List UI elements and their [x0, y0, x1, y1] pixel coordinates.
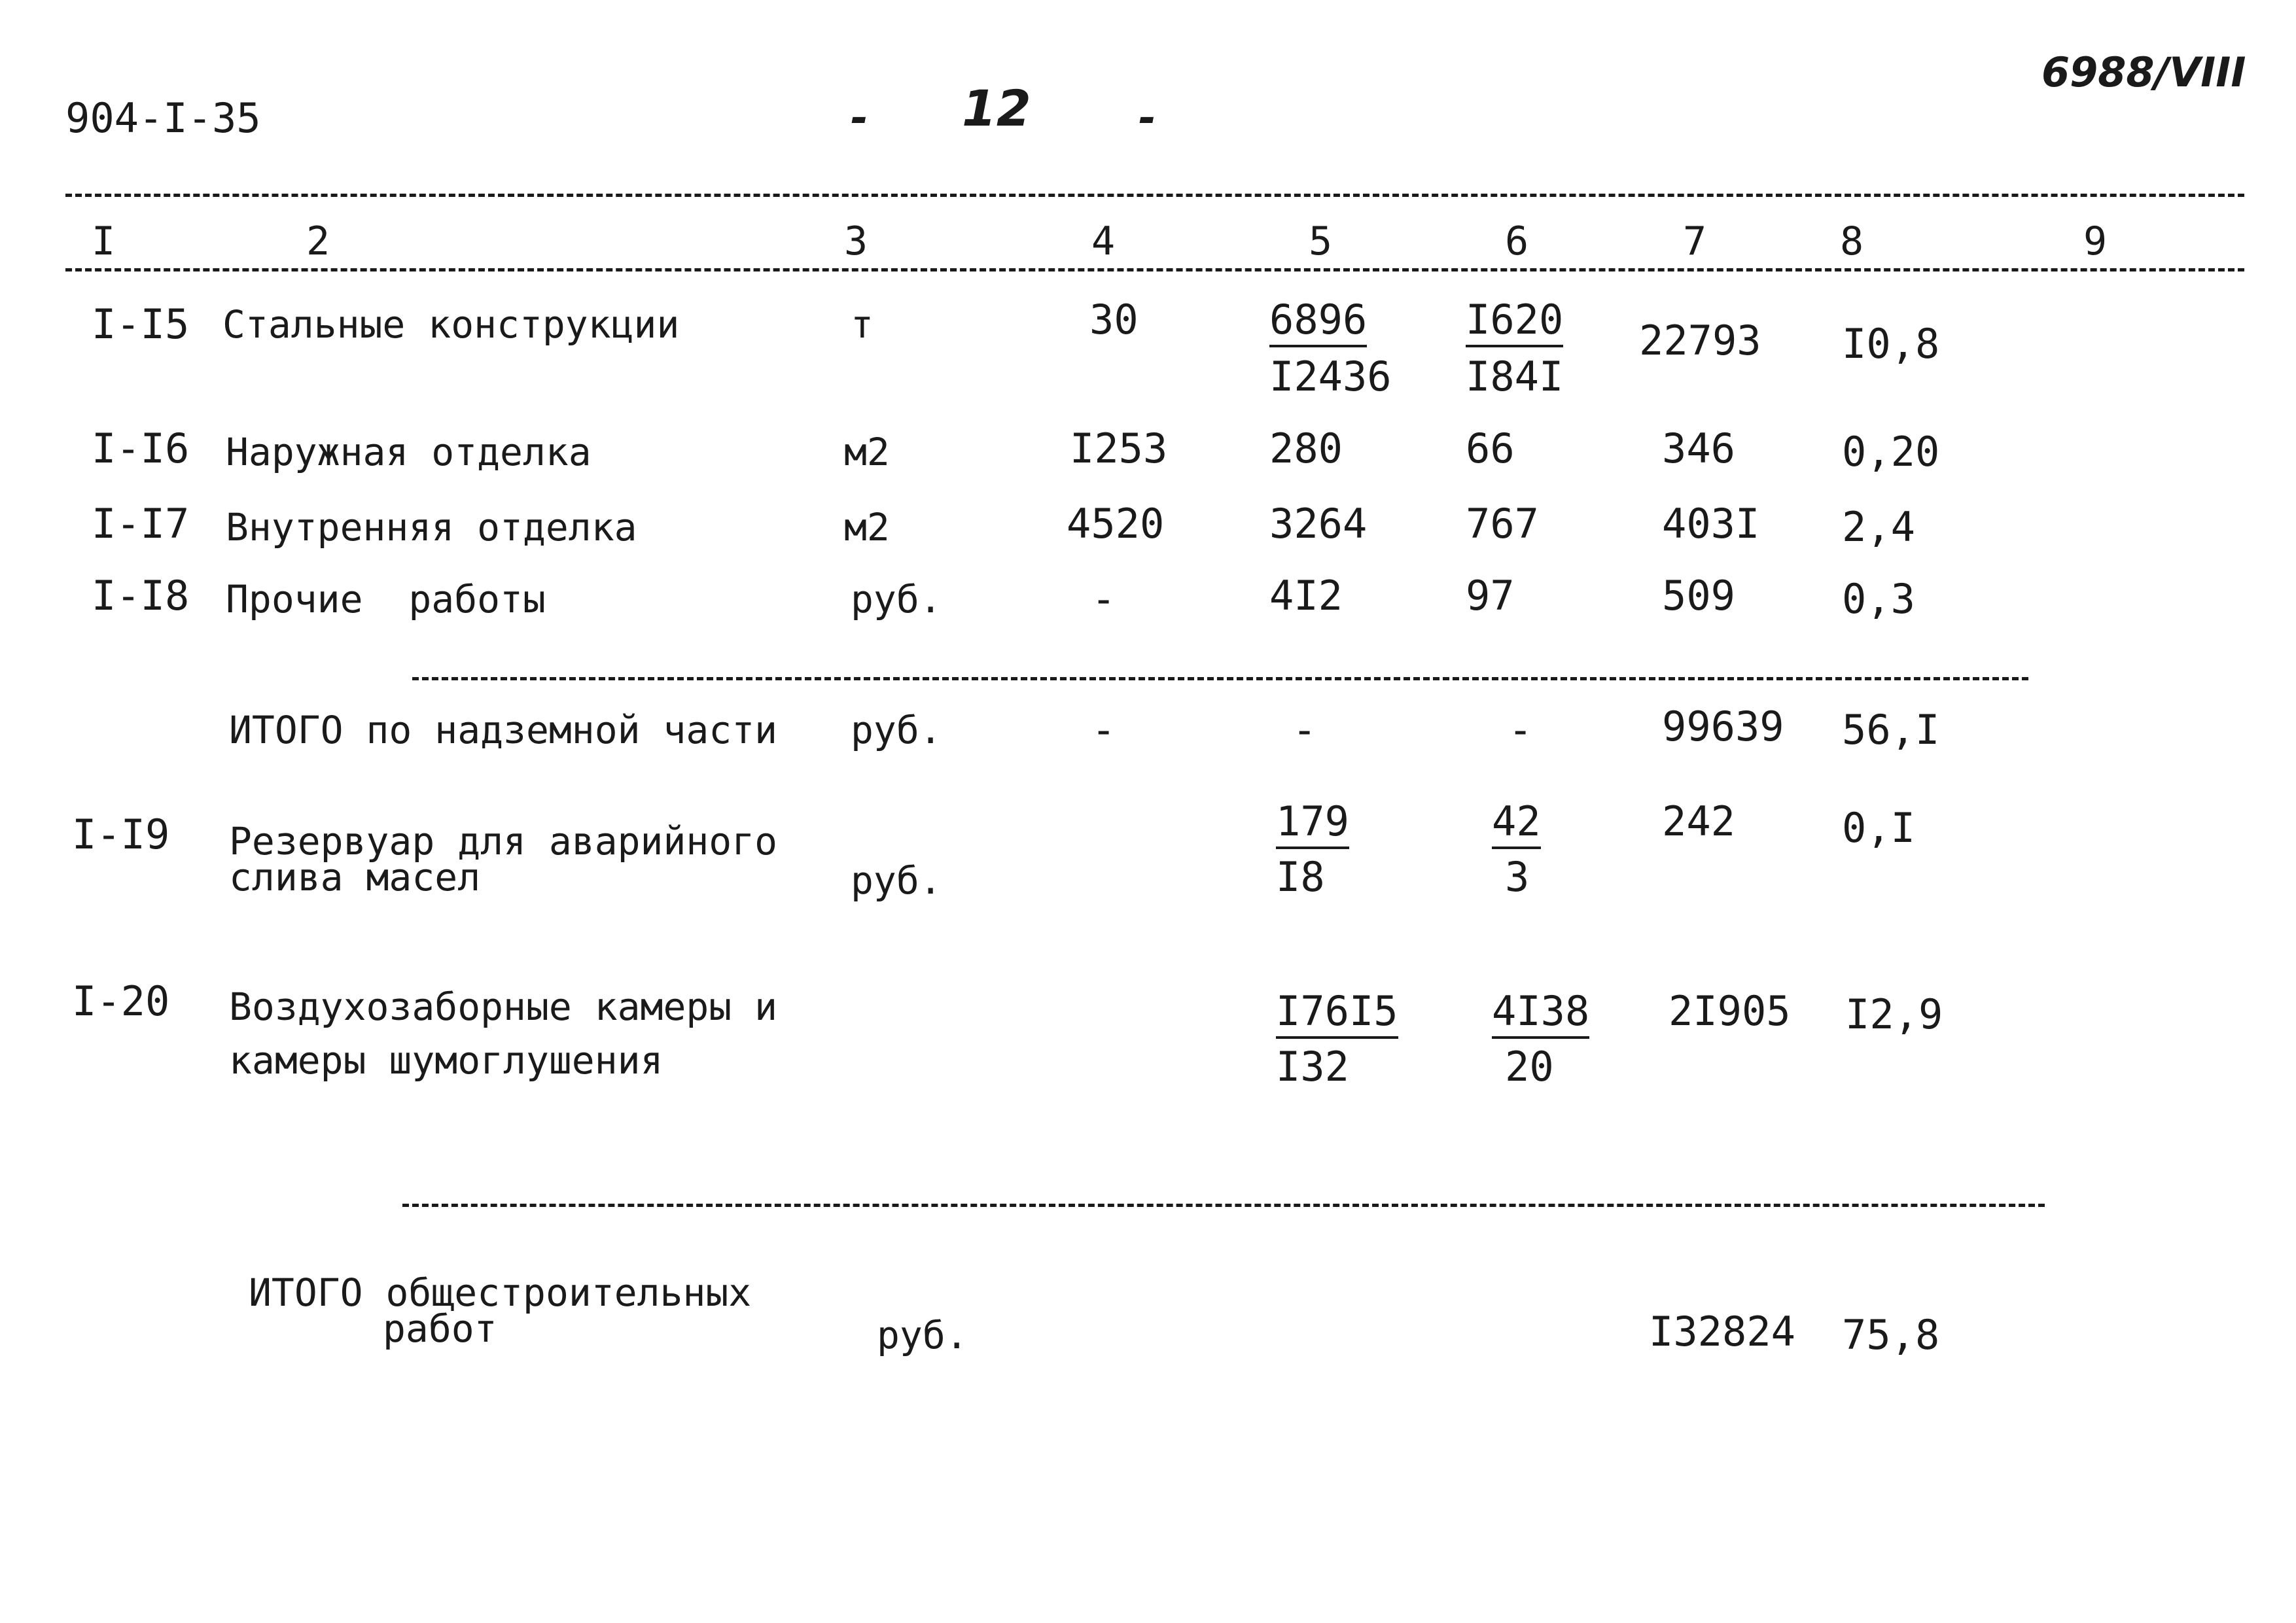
row-name: Наружная отделка [226, 430, 592, 474]
subtotal-label: ИТОГО по надземной части [229, 708, 778, 752]
row-name: Прочие работы [226, 577, 546, 621]
archive-number: 6988/VIII [2041, 48, 2246, 96]
total-col7: I32824 [1649, 1308, 1795, 1355]
row-col5-top: I76I5 [1276, 987, 1398, 1039]
row-col8: I0,8 [1842, 320, 1940, 368]
col-header-5: 5 [1309, 218, 1333, 264]
col-header-8: 8 [1840, 218, 1864, 264]
total-col8: 75,8 [1842, 1311, 1940, 1359]
subtotal-col6: - [1508, 706, 1533, 754]
subtotal-col5: - [1292, 706, 1317, 754]
row-name: Стальные конструкции [222, 302, 680, 347]
col-header-7: 7 [1683, 218, 1707, 264]
row-col5-bottom: I32 [1276, 1043, 1349, 1091]
row-col7: 2I905 [1669, 987, 1791, 1035]
subtotal-unit: руб. [851, 708, 942, 752]
row-col7: 22793 [1639, 317, 1761, 364]
row-col8: 0,3 [1842, 575, 1915, 623]
row-col6: 97 [1466, 572, 1515, 620]
row-col6-bottom: 3 [1505, 853, 1530, 901]
row-name-line2: камеры шумоглушения [229, 1038, 663, 1083]
row-unit: м2 [844, 430, 890, 474]
row-col7: 346 [1662, 425, 1735, 472]
row-quantity: 30 [1089, 296, 1139, 343]
row-col6-bottom: I84I [1466, 353, 1564, 400]
page-dash-left: - [851, 94, 868, 143]
row-col6: 767 [1466, 500, 1539, 548]
row-col5: 3264 [1269, 500, 1368, 548]
col-header-4: 4 [1091, 218, 1116, 264]
row-name-line1: Резервуар для аварийного [229, 819, 778, 864]
row-unit: руб. [851, 577, 942, 621]
subtotal-rule [412, 677, 2028, 680]
row-col5-top: 6896 [1269, 296, 1367, 347]
doc-code: 904-I-35 [65, 94, 261, 142]
row-quantity: - [1091, 575, 1116, 623]
total-label-line1: ИТОГО общестроительных [249, 1270, 752, 1315]
col-header-2: 2 [306, 218, 330, 264]
row-col5-top: 179 [1276, 797, 1349, 849]
header-bottom-rule [65, 268, 2244, 271]
page-dash-right: - [1139, 94, 1156, 143]
row-unit: т [851, 302, 874, 347]
row-col6-bottom: 20 [1505, 1043, 1554, 1091]
row-col5: 4I2 [1269, 572, 1343, 620]
row-col8: 0,20 [1842, 428, 1940, 476]
row-name-line1: Воздухозаборные камеры и [229, 985, 778, 1029]
total-label-line2: работ [383, 1306, 497, 1351]
table-row: I-I5 [92, 300, 190, 348]
row-col6-top: 4I38 [1492, 987, 1589, 1039]
subtotal-col8: 56,I [1842, 706, 1940, 754]
row-unit: руб. [851, 858, 942, 903]
page-number: 12 [962, 79, 1031, 137]
row-col5: 280 [1269, 425, 1343, 472]
row-name-line2: слива масел [229, 855, 481, 899]
row-quantity: 4520 [1067, 500, 1165, 548]
header-top-rule [65, 194, 2244, 197]
col-header-3: 3 [844, 218, 868, 264]
row-col8: 2,4 [1842, 503, 1915, 551]
row-col8: 0,I [1842, 804, 1915, 852]
row-quantity: I253 [1070, 425, 1168, 472]
row-name: Внутренняя отделка [226, 505, 637, 550]
col-header-9: 9 [2083, 218, 2108, 264]
table-row: I-I8 [92, 572, 190, 620]
row-col6-top: 42 [1492, 797, 1541, 849]
row-col5-bottom: I8 [1276, 853, 1325, 901]
table-row: I-I9 [72, 811, 170, 858]
row-col7: 242 [1662, 797, 1735, 845]
total-unit: руб. [877, 1313, 968, 1357]
table-row: I-20 [72, 977, 170, 1025]
table-row: I-I6 [92, 425, 190, 472]
subtotal-col4: - [1091, 706, 1116, 754]
subtotal-col7: 99639 [1662, 703, 1784, 750]
row-col6-top: I620 [1466, 296, 1563, 347]
row-unit: м2 [844, 505, 890, 550]
row-col6: 66 [1466, 425, 1515, 472]
col-header-1: I [92, 218, 116, 264]
col-header-6: 6 [1505, 218, 1529, 264]
row-col7: 403I [1662, 500, 1760, 548]
row-col7: 509 [1662, 572, 1735, 620]
table-row: I-I7 [92, 500, 190, 548]
row-col8: I2,9 [1845, 990, 1943, 1038]
row-col5-bottom: I2436 [1269, 353, 1392, 400]
total-rule [402, 1204, 2045, 1207]
